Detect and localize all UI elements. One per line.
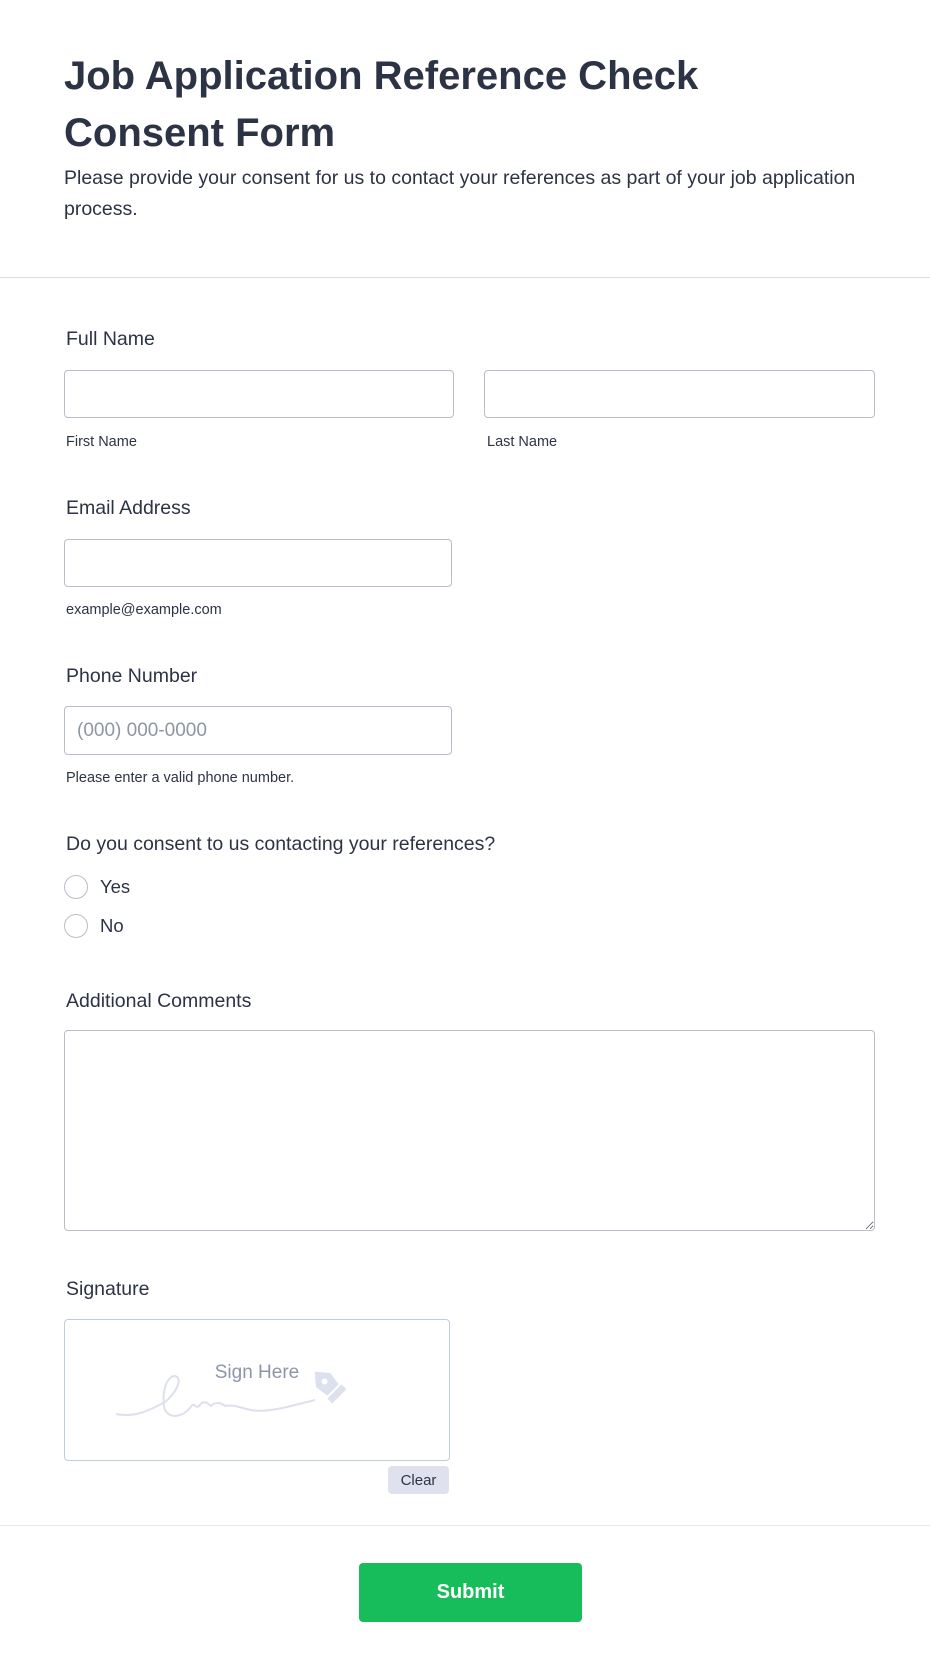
sign-here-placeholder: Sign Here bbox=[214, 1362, 300, 1383]
radio-yes-label: Yes bbox=[100, 876, 131, 897]
radio-yes[interactable] bbox=[64, 875, 88, 899]
first-name-sublabel: First Name bbox=[66, 434, 137, 450]
page-title: Job Application Reference Check Consent Form bbox=[64, 54, 699, 155]
submit-button[interactable]: Submit bbox=[359, 1563, 582, 1622]
email-sublabel: example@example.com bbox=[66, 602, 222, 618]
email-label: Email Address bbox=[66, 497, 191, 519]
comments-textarea[interactable] bbox=[64, 1030, 875, 1231]
last-name-input[interactable] bbox=[484, 370, 875, 418]
first-name-input[interactable] bbox=[64, 370, 454, 418]
signature-pad[interactable] bbox=[64, 1319, 450, 1461]
signature-label: Signature bbox=[66, 1278, 150, 1300]
email-input[interactable] bbox=[64, 539, 452, 587]
consent-label: Do you consent to us contacting your references? bbox=[66, 833, 496, 855]
consent-option-no[interactable] bbox=[64, 914, 124, 938]
phone-input[interactable] bbox=[64, 706, 452, 755]
clear-signature-button[interactable]: Clear bbox=[388, 1466, 449, 1494]
page-subtitle: Please provide your consent for us to contact your references as part of your job application process. bbox=[64, 167, 856, 220]
radio-no-label: No bbox=[100, 915, 124, 936]
phone-sublabel: Please enter a valid phone number. bbox=[66, 770, 295, 786]
full-name-label: Full Name bbox=[66, 328, 155, 350]
pen-nib-icon bbox=[308, 1365, 347, 1404]
last-name-sublabel: Last Name bbox=[487, 434, 558, 450]
comments-label: Additional Comments bbox=[66, 990, 252, 1012]
radio-no[interactable] bbox=[64, 914, 88, 938]
phone-label: Phone Number bbox=[66, 665, 198, 687]
signature-scribble-icon bbox=[65, 1320, 449, 1460]
consent-option-yes[interactable] bbox=[64, 875, 130, 899]
header-divider bbox=[0, 277, 930, 278]
footer-divider bbox=[0, 1525, 930, 1526]
